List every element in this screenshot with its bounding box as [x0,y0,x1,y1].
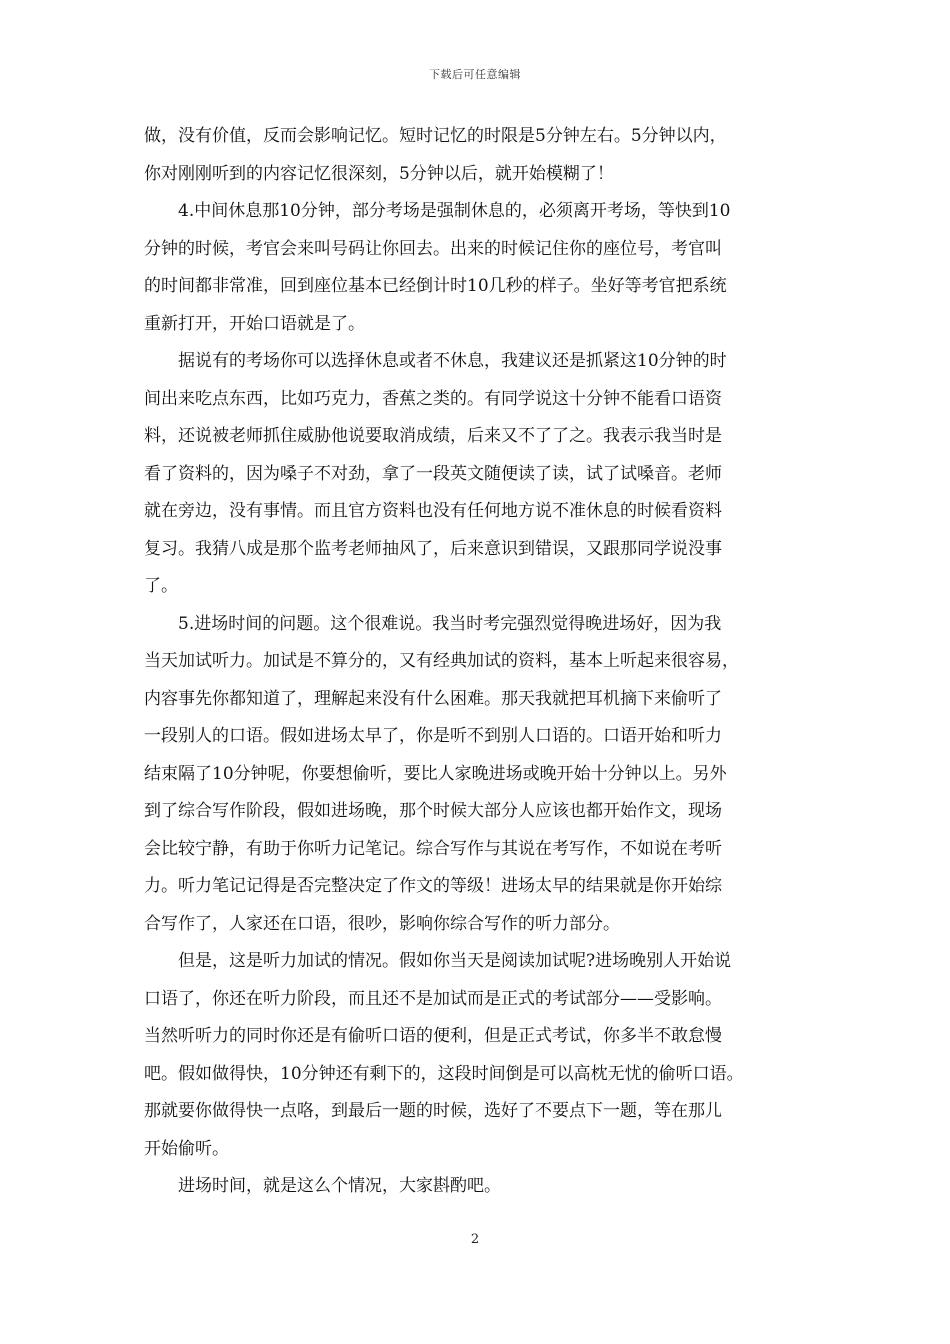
paragraph-continuation: 做，没有价值，反而会影响记忆。短时记忆的时限是5分钟左右。5分钟以内， 你对刚刚听到的内容记忆很深刻，5分钟以后，就开始模糊了！ [144,126,727,184]
paragraph-reading-case: 但是，这是听力加试的情况。假如你当天是阅读加试呢?进场晚别人开始说 口语了，你还在听力阶段，而且还不是加试而是正式的考试部分——受影响。 当然听听力的同时你还是有偷听口语的便利，但是正式考试，你多半不敢怠慢 吧。假如做得快，10分钟还有剩下的，这段时间倒是可以高枕无忧的偷听口语。 那就要你做得快一点咯，到最后一题的时候，选好了不要点下一题，等在那儿 开始偷听。 [144,951,744,1159]
paragraph-break-rest: 据说有的考场你可以选择休息或者不休息，我建议还是抓紧这10分钟的时 间出来吃点东西，比如巧克力，香蕉之类的。有同学说这十分钟不能看口语资 料，还说被老师抓住威胁他说要取消成绩，后来又不了了之。我表示我当时是 看了资料的，因为嗓子不对劲，拿了一段英文随便读了读，试了试嗓音。老师 就在旁边，没有事情。而且官方资料也没有任何地方说不准休息的时候看资料 复习。我猜八成是那个监考老师抽风了，后来意识到错误，又跟那同学说没事 了。 [144,351,727,596]
page-header: 下载后可任意编辑 [429,68,521,81]
page-number: 2 [470,1232,480,1247]
document-body [144,118,812,1206]
paragraph-conclusion: 进场时间，就是这么个情况，大家斟酌吧。 [178,1176,501,1196]
paragraph-item-5: 5.进场时间的问题。这个很难说。我当时考完强烈觉得晚进场好，因为我 当天加试听力。加试是不算分的，又有经典加试的资料，基本上听起来很容易， 内容事先你都知道了，理解起来没有什么困难。那天我就把耳机摘下来偷听了 一段别人的口语。假如进场太早了，你是听不到别人口语的。口语开始和听力 结束隔了10分钟呢，你要想偷听，要比人家晚进场或晚开始十分钟以上。另外 到了综合写作阶段，假如进场晚，那个时候大部分人应该也都开始作文，现场 会比较宁静，有助于你听力记笔记。综合写作与其说在考写作，不如说在考听 力。听力笔记记得是否完整决定了作文的等级！进场太早的结果就是你开始综 合写作了，人家还在口语，很吵，影响你综合写作的听力部分。 [144,613,739,934]
paragraph-item-4: 4.中间休息那10分钟，部分考场是强制休息的，必须离开考场，等快到10 分钟的时候，考官会来叫号码让你回去。出来的时候记住你的座位号，考官叫 的时间都非常准，回到座位基本已经倒计时10几秒的样子。坐好等考官把系统 重新打开，开始口语就是了。 [144,201,731,334]
